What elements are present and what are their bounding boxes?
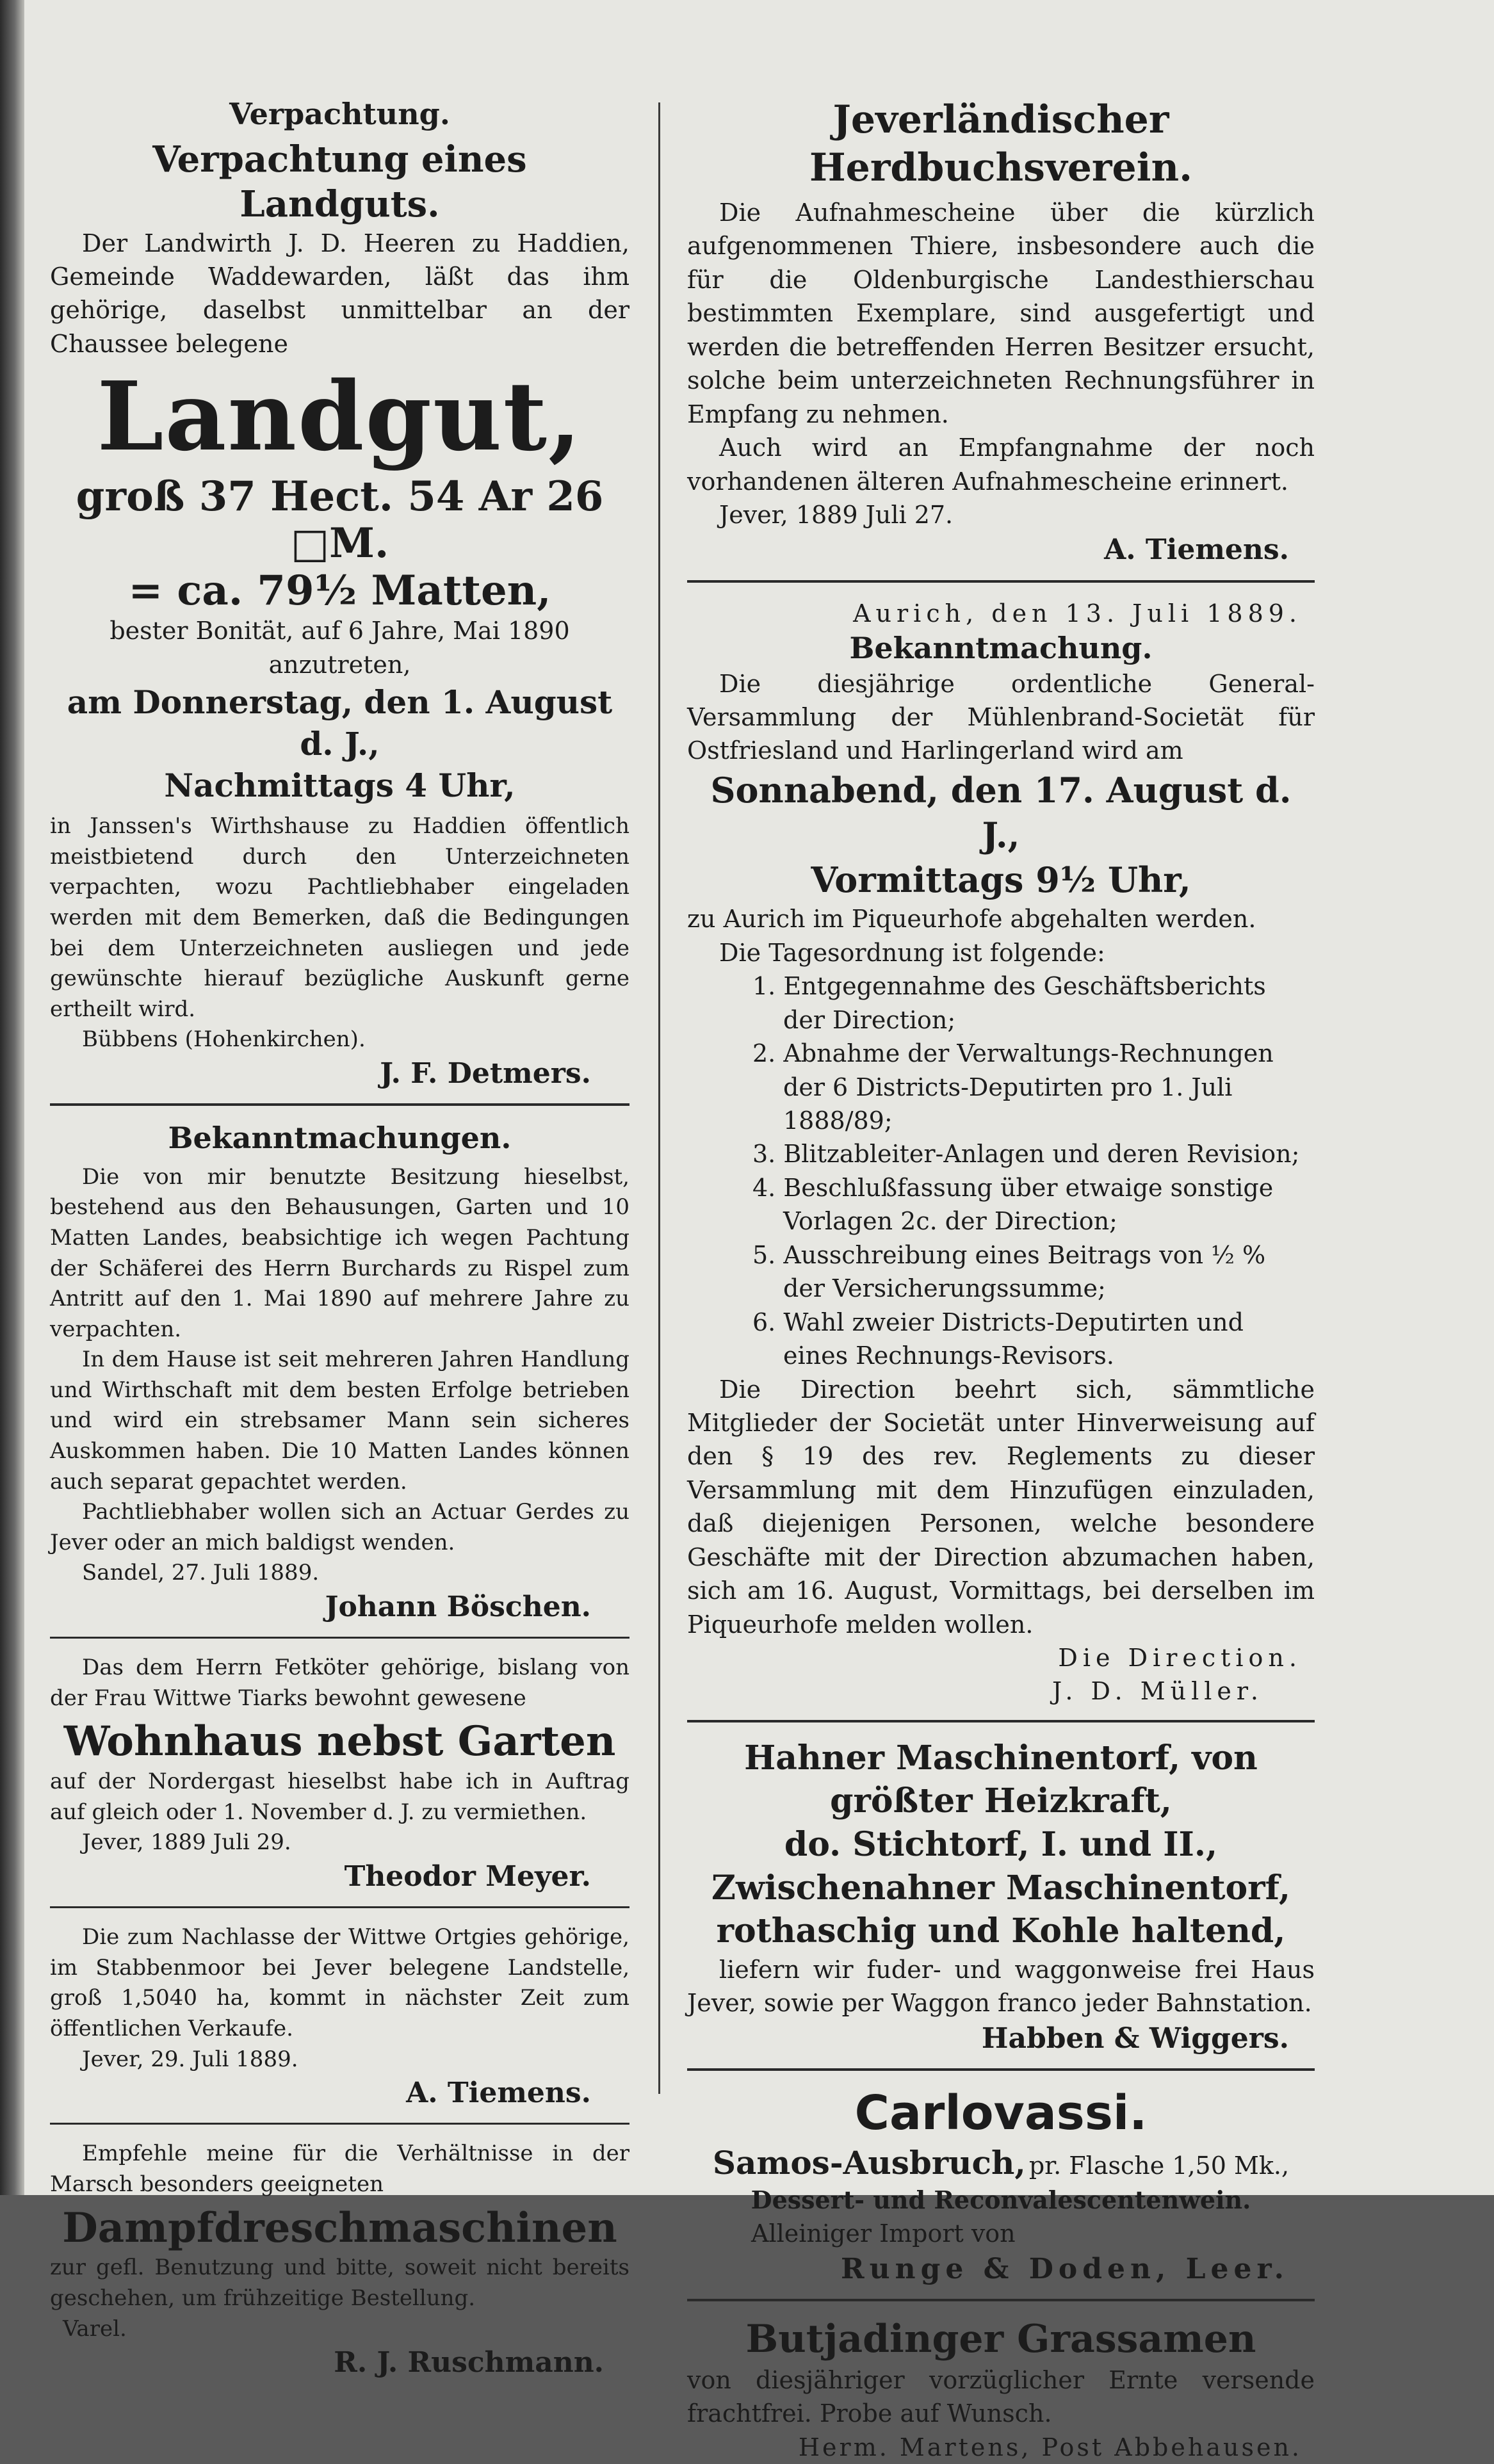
ad-muehlenbrand-societaet [687, 597, 1315, 1708]
ad-heading: Bekanntmachung. [849, 631, 1153, 665]
agenda-item: 2. Abnahme der Verwaltungs-Rechnungen der 6 Districts-Deputirten pro 1. Juli 1888/89; [752, 1039, 1274, 1135]
ad-import: Alleiniger Import von [751, 2219, 1016, 2248]
ad-signature: A. Tiemens. [1104, 533, 1289, 567]
ad-text: Die Direction beehrt sich, sämmtliche Mitglieder der Societät unter Hinverweisung auf den § 19 des rev. Reglements zu dieser Versammlung mit dem Hinzufügen einzuladen, daß diejenigen Personen, welche besondere Geschäfte mit der Direction abzumachen haben, sich am 16. August, Vormittags, bei derselben im Piqueurhofe melden wollen. [687, 1375, 1315, 1639]
ad-text: auf der Nordergast hieselbst habe ich in Auftrag auf gleich oder 1. November d. J. zu vermiethen. [50, 1769, 629, 1825]
ad-intro: Der Landwirth J. D. Heeren zu Haddien, Gemeinde Waddewarden, läßt das ihm gehörige, daselbst unmittelbar an der Chaussee belegene [50, 229, 629, 358]
ad-object: Dampfdreschmaschinen [62, 2203, 617, 2252]
ad-intro: Empfehle meine für die Verhältnisse in der Marsch besonders geeigneten [50, 2141, 629, 2197]
ad-place-date: Sandel, 27. Juli 1889. [82, 1560, 320, 1586]
ad-size-matten: = ca. 79½ Matten, [128, 566, 551, 615]
ad-object: Landgut, [97, 361, 583, 473]
ad-price: pr. Flasche 1,50 Mk., [1028, 2151, 1290, 2180]
ad-location: zu Aurich im Piqueurhofe abgehalten werden. [687, 905, 1256, 934]
ad-wohnhaus [50, 1653, 629, 1895]
ad-besitzung [50, 1120, 629, 1625]
agenda-item: 4. Beschlußfassung über etwaige sonstige Vorlagen 2c. der Direction; [752, 1173, 1274, 1236]
ad-title: Carlovassi. [854, 2085, 1148, 2141]
ad-separator [50, 2123, 629, 2125]
ad-signature: J. D. Müller. [1052, 1677, 1263, 1706]
ad-title: Jeverländischer Herdbuchsverein. [809, 97, 1193, 190]
ad-place: Varel. [63, 2315, 127, 2342]
agenda-item: 1. Entgegennahme des Geschäftsberichts der Direction; [752, 972, 1266, 1034]
ad-signature: Herm. Martens, Post Abbehausen. [798, 2433, 1302, 2461]
ad-text: in Janssen's Wirthshause zu Haddien öffentlich meistbietend durch den Unterzeichneten verpachten, wozu Pachtliebhaber eingeladen werden mit dem Bemerken, daß die Bedingungen bei dem Unterzeichneten ausliegen und jede gewünschte hierauf bezügliche Auskunft gerne ertheilt wird. [50, 813, 629, 1022]
ad-maschinentorf [687, 1737, 1315, 2057]
ad-title: Verpachtung eines Landguts. [152, 138, 527, 225]
ad-signature: Runge & Doden, Leer. [841, 2252, 1289, 2285]
ad-signature: Johann Böschen. [325, 1591, 591, 1624]
ad-grassamen [687, 2315, 1315, 2464]
ad-time: Nachmittags 4 Uhr, [164, 766, 516, 805]
ad-separator [50, 1906, 629, 1908]
ad-place-date: Aurich, den 13. Juli 1889. [853, 599, 1302, 628]
ad-separator [687, 1720, 1315, 1722]
right-column [687, 96, 1315, 2464]
ad-heading: Bekanntmachungen. [168, 1121, 512, 1156]
ad-separator [50, 1637, 629, 1639]
ad-product: Samos-Ausbruch, [712, 2143, 1026, 2182]
agenda-item: 6. Wahl zweier Districts-Deputirten und eines Rechnungs-Revisors. [752, 1308, 1244, 1370]
ad-line: Zwischenahner Maschinentorf, rothaschig und Kohle haltend, [711, 1868, 1290, 1951]
ad-intro: Die diesjährige ordentliche General-Versammlung der Mühlenbrand-Societät für Ostfriesland und Harlingerland wird am [687, 669, 1315, 765]
ad-place-date: Jever, 1889 Juli 27. [719, 500, 954, 529]
ad-signature: R. J. Ruschmann. [334, 2346, 604, 2379]
ad-text: zur gefl. Benutzung und bitte, soweit nicht bereits geschehen, um frühzeitige Bestellung. [50, 2255, 629, 2311]
ad-desc: Dessert- und Reconvalescentenwein. [751, 2185, 1251, 2214]
ad-text: Die Aufnahmescheine über die kürzlich aufgenommenen Thiere, insbesondere auch die für die Oldenburgische Landesthierschau bestimmten Exemplare, sind ausgefertigt und werden die betreffenden Herren Besitzer ersucht, solche beim unterzeichneten Rechnungsführer in Empfang zu nehmen. [687, 199, 1315, 428]
agenda-item: 3. Blitzableiter-Anlagen und deren Revision; [752, 1140, 1300, 1169]
newspaper-page [24, 0, 1494, 2461]
ad-text: von diesjähriger vorzüglicher Ernte versende frachtfrei. Probe auf Wunsch. [687, 2365, 1315, 2428]
book-spine-edge [0, 0, 24, 2195]
ad-signature: A. Tiemens. [406, 2077, 591, 2110]
ad-date: am Donnerstag, den 1. August d. J., [67, 683, 613, 763]
ad-signature: Habben & Wiggers. [981, 2022, 1289, 2055]
ad-agenda-intro: Die Tagesordnung ist folgende: [719, 938, 1105, 967]
ad-text: Pachtliebhaber wollen sich an Actuar Gerdes zu Jever oder an mich baldigst wenden. [50, 1499, 629, 1555]
ad-separator [687, 2068, 1315, 2071]
ad-place-date: Jever, 1889 Juli 29. [82, 1829, 291, 1856]
ad-size: groß 37 Hect. 54 Ar 26 □M. [76, 472, 604, 568]
ad-text: Die von mir benutzte Besitzung hieselbst, bestehend aus den Behausungen, Garten und 10 Matten Landes, beabsichtige ich wegen Pachtung der Schäferei des Herrn Burchards zu Rispel zum Antritt auf den 1. Mai 1890 auf mehrere Jahre zu verpachten. [50, 1163, 629, 1342]
ad-text: Auch wird an Empfangnahme der noch vorhandenen älteren Aufnahmescheine erinnert. [687, 434, 1315, 496]
ad-text: liefern wir fuder- und waggonweise frei Haus Jever, sowie per Waggon franco jeder Bahnstation. [687, 1955, 1315, 2018]
ad-signature: Die Direction. [1058, 1644, 1302, 1672]
ad-line: do. Stichtorf, I. und II., [784, 1825, 1218, 1865]
agenda-item: 5. Ausschreibung eines Beitrags von ½ % der Versicherungssumme; [752, 1240, 1266, 1303]
column-divider [658, 102, 660, 2094]
ad-dampfdreschmaschinen [50, 2139, 629, 2381]
ad-text: bester Bonität, auf 6 Jahre, Mai 1890 anzutreten, [110, 617, 570, 679]
ad-signature: Theodor Meyer. [344, 1860, 591, 1893]
ad-herdbuchsverein [687, 96, 1315, 569]
ad-place-date: Jever, 29. Juli 1889. [82, 2046, 298, 2072]
ad-separator [687, 580, 1315, 583]
ad-line: Hahner Maschinentorf, von größter Heizkraft, [744, 1738, 1258, 1821]
ad-text: Die zum Nachlasse der Wittwe Ortgies gehörige, im Stabbenmoor bei Jever belegene Landstelle, groß 1,5040 ha, kommt in nächster Zeit zum öffentlichen Verkaufe. [50, 1924, 629, 2041]
ad-title: Butjadinger Grassamen [745, 2316, 1256, 2362]
ad-place: Bübbens (Hohenkirchen). [82, 1026, 366, 1053]
ad-signature: J. F. Detmers. [380, 1057, 591, 1090]
ad-date: Sonnabend, den 17. August d. J., [710, 769, 1292, 855]
ad-time: Vormittags 9½ Uhr, [811, 859, 1191, 901]
ad-landstelle [50, 1922, 629, 2111]
ad-intro: Das dem Herrn Fetköter gehörige, bislang von der Frau Wittwe Tiarks bewohnt gewesene [50, 1655, 629, 1711]
ad-landgut [50, 96, 629, 1092]
ad-carlovassi [687, 2085, 1315, 2287]
ad-heading: Verpachtung. [229, 97, 450, 131]
ad-separator [50, 1103, 629, 1106]
ad-text: In dem Hause ist seit mehreren Jahren Handlung und Wirthschaft mit dem besten Erfolge betrieben und wird ein strebsamer Mann sein sicheres Auskommen haben. Die 10 Matten Landes können auch separat gepachtet werden. [50, 1347, 629, 1495]
ad-object: Wohnhaus nebst Garten [63, 1717, 616, 1766]
ad-separator [687, 2299, 1315, 2301]
left-column [50, 96, 629, 2381]
